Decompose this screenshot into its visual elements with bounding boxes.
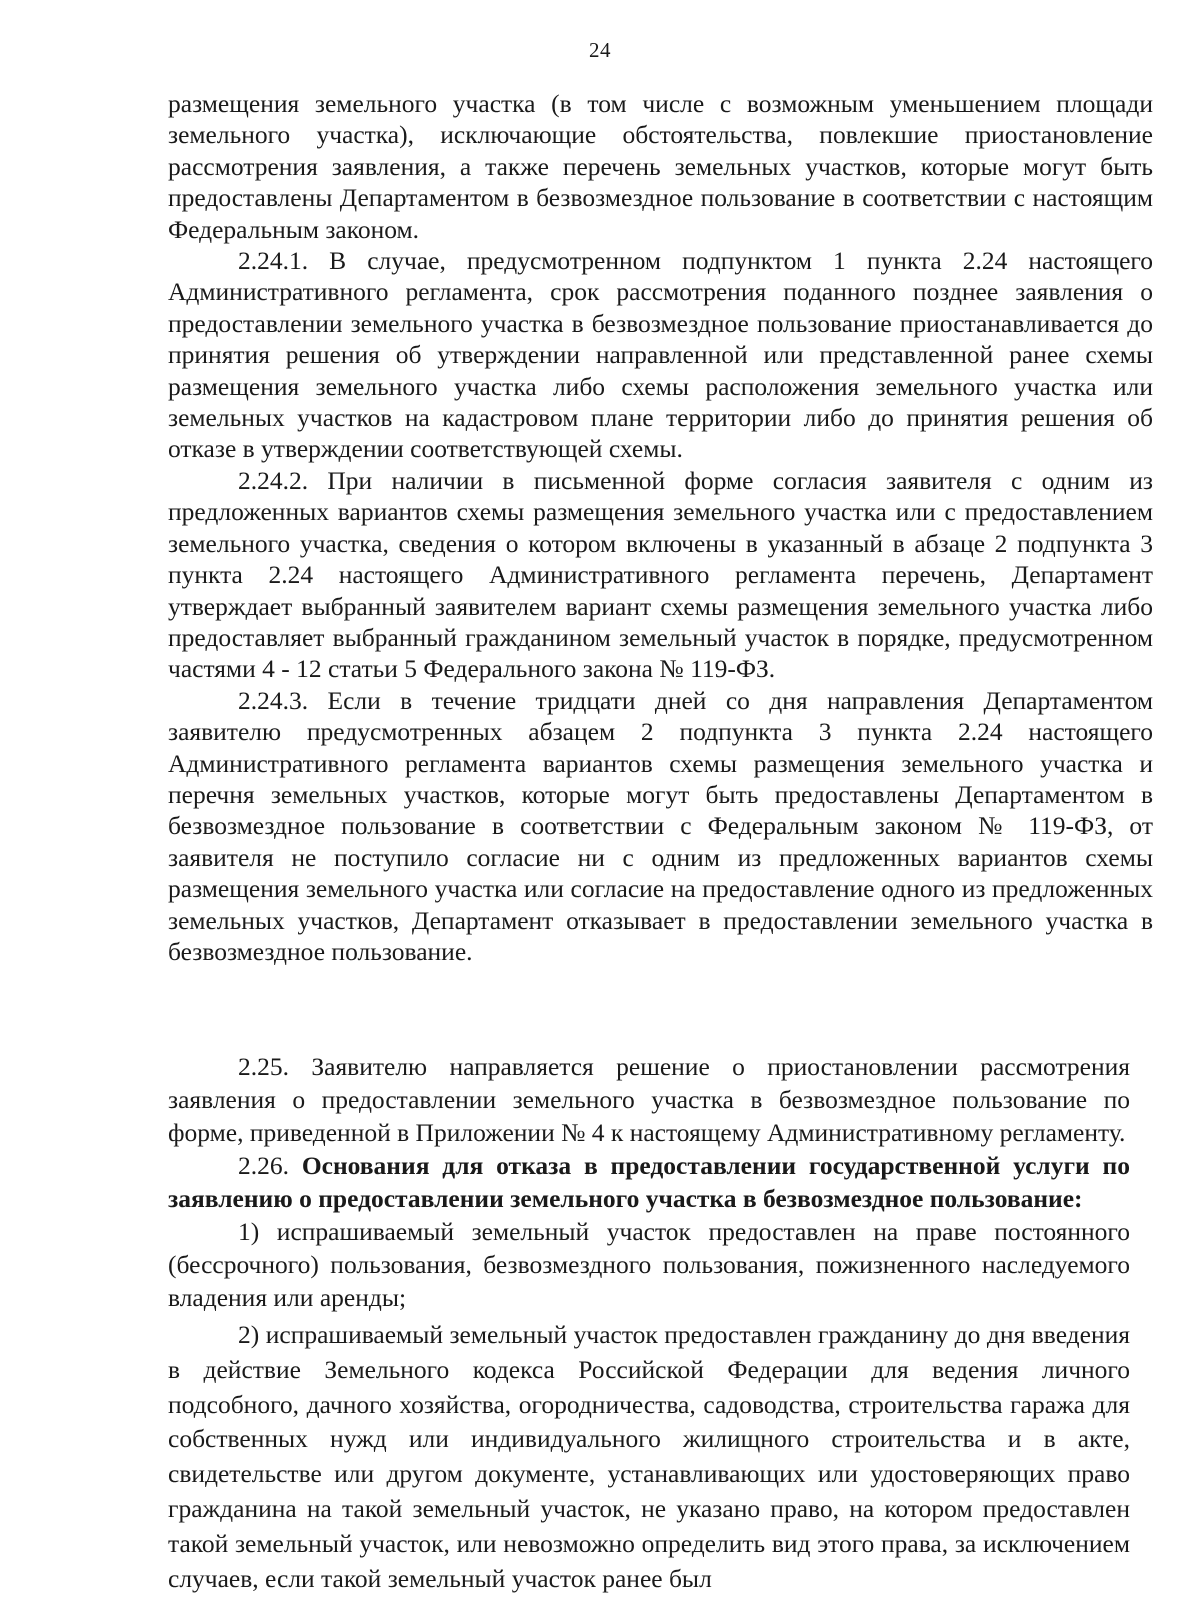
- paragraph-2-24-3: 2.24.3. Если в течение тридцати дней со дня направления Департаментом заявителю предусмотренных абзацем 2 подпункта 3 пункта 2.24 настоящего Административного регламента вариантов схемы размещения земельного участка и перечня земельных участков, которые могут быть предоставлены Департаментом в безвозмездное пользование в соответствии с Федеральным законом № 119-ФЗ, от заявителя не поступило согласие ни с одним из предложенных вариантов схемы размещения земельного участка или согласие на предоставление одного из предложенных земельных участков, Департамент отказывает в предоставлении земельного участка в безвозмездное пользование.: [168, 685, 1153, 966]
- paragraph-2-26-heading: Основания для отказа в предоставлении государственной услуги по заявлению о предоставлении земельного участка в безвозмездное пользование:: [168, 1151, 1130, 1213]
- paragraph-2-26: [168, 1149, 1130, 1215]
- paragraph-2-24-2: 2.24.2. При наличии в письменной форме согласия заявителя с одним из предложенных вариантов схемы размещения земельного участка или с предоставлением земельного участка, сведения о котором включены в указанный в абзаце 2 подпункта 3 пункта 2.24 настоящего Административного регламента перечень, Департамент утверждает выбранный заявителем вариант схемы размещения земельного участка либо предоставляет выбранный гражданином земельный участок в порядке, предусмотренном частями 4 - 12 статьи 5 Федерального закона № 119-ФЗ.: [168, 465, 1153, 684]
- document-body-lower: [168, 1050, 1130, 1596]
- document-body-upper: [168, 88, 1153, 967]
- paragraph-2-26-number: 2.26.: [238, 1151, 302, 1180]
- paragraph-continuation: размещения земельного участка (в том числе с возможным уменьшением площади земельного участка), исключающие обстоятельства, повлекшие приостановление рассмотрения заявления, а также перечень земельных участков, которые могут быть предоставлены Департаментом в безвозмездное пользование в соответствии с настоящим Федеральным законом.: [168, 89, 1153, 244]
- paragraph-2-24-1: 2.24.1. В случае, предусмотренном подпунктом 1 пункта 2.24 настоящего Административного регламента, срок рассмотрения поданного позднее заявления о предоставлении земельного участка в безвозмездное пользование приостанавливается до принятия решения об утверждении направленной или представленной ранее схемы размещения земельного участка либо схемы расположения земельного участка или земельных участков на кадастровом плане территории либо до принятия решения об отказе в утверждении соответствующей схемы.: [168, 246, 1153, 464]
- paragraph-2-25: 2.25. Заявителю направляется решение о приостановлении рассмотрения заявления о предоставлении земельного участка в безвозмездное пользование по форме, приведенной в Приложении № 4 к настоящему Административному регламенту.: [168, 1052, 1130, 1147]
- list-item-1: 1) испрашиваемый земельный участок предоставлен на праве постоянного (бессрочного) пользования, безвозмездного пользования, пожизненного наследуемого владения или аренды;: [168, 1217, 1130, 1312]
- list-item-2: 2) испрашиваемый земельный участок предоставлен гражданину до дня введения в действие Земельного кодекса Российской Федерации для ведения личного подсобного, дачного хозяйства, огородничества, садоводства, строительства гаража для собственных нужд или индивидуального жилищного строительства и в акте, свидетельстве или другом документе, устанавливающих или удостоверяющих право гражданина на такой земельный участок, не указано право, на котором предоставлен такой земельный участок, или невозможно определить вид этого права, за исключением случаев, если такой земельный участок ранее был: [168, 1320, 1130, 1593]
- page-number: 24: [589, 38, 611, 62]
